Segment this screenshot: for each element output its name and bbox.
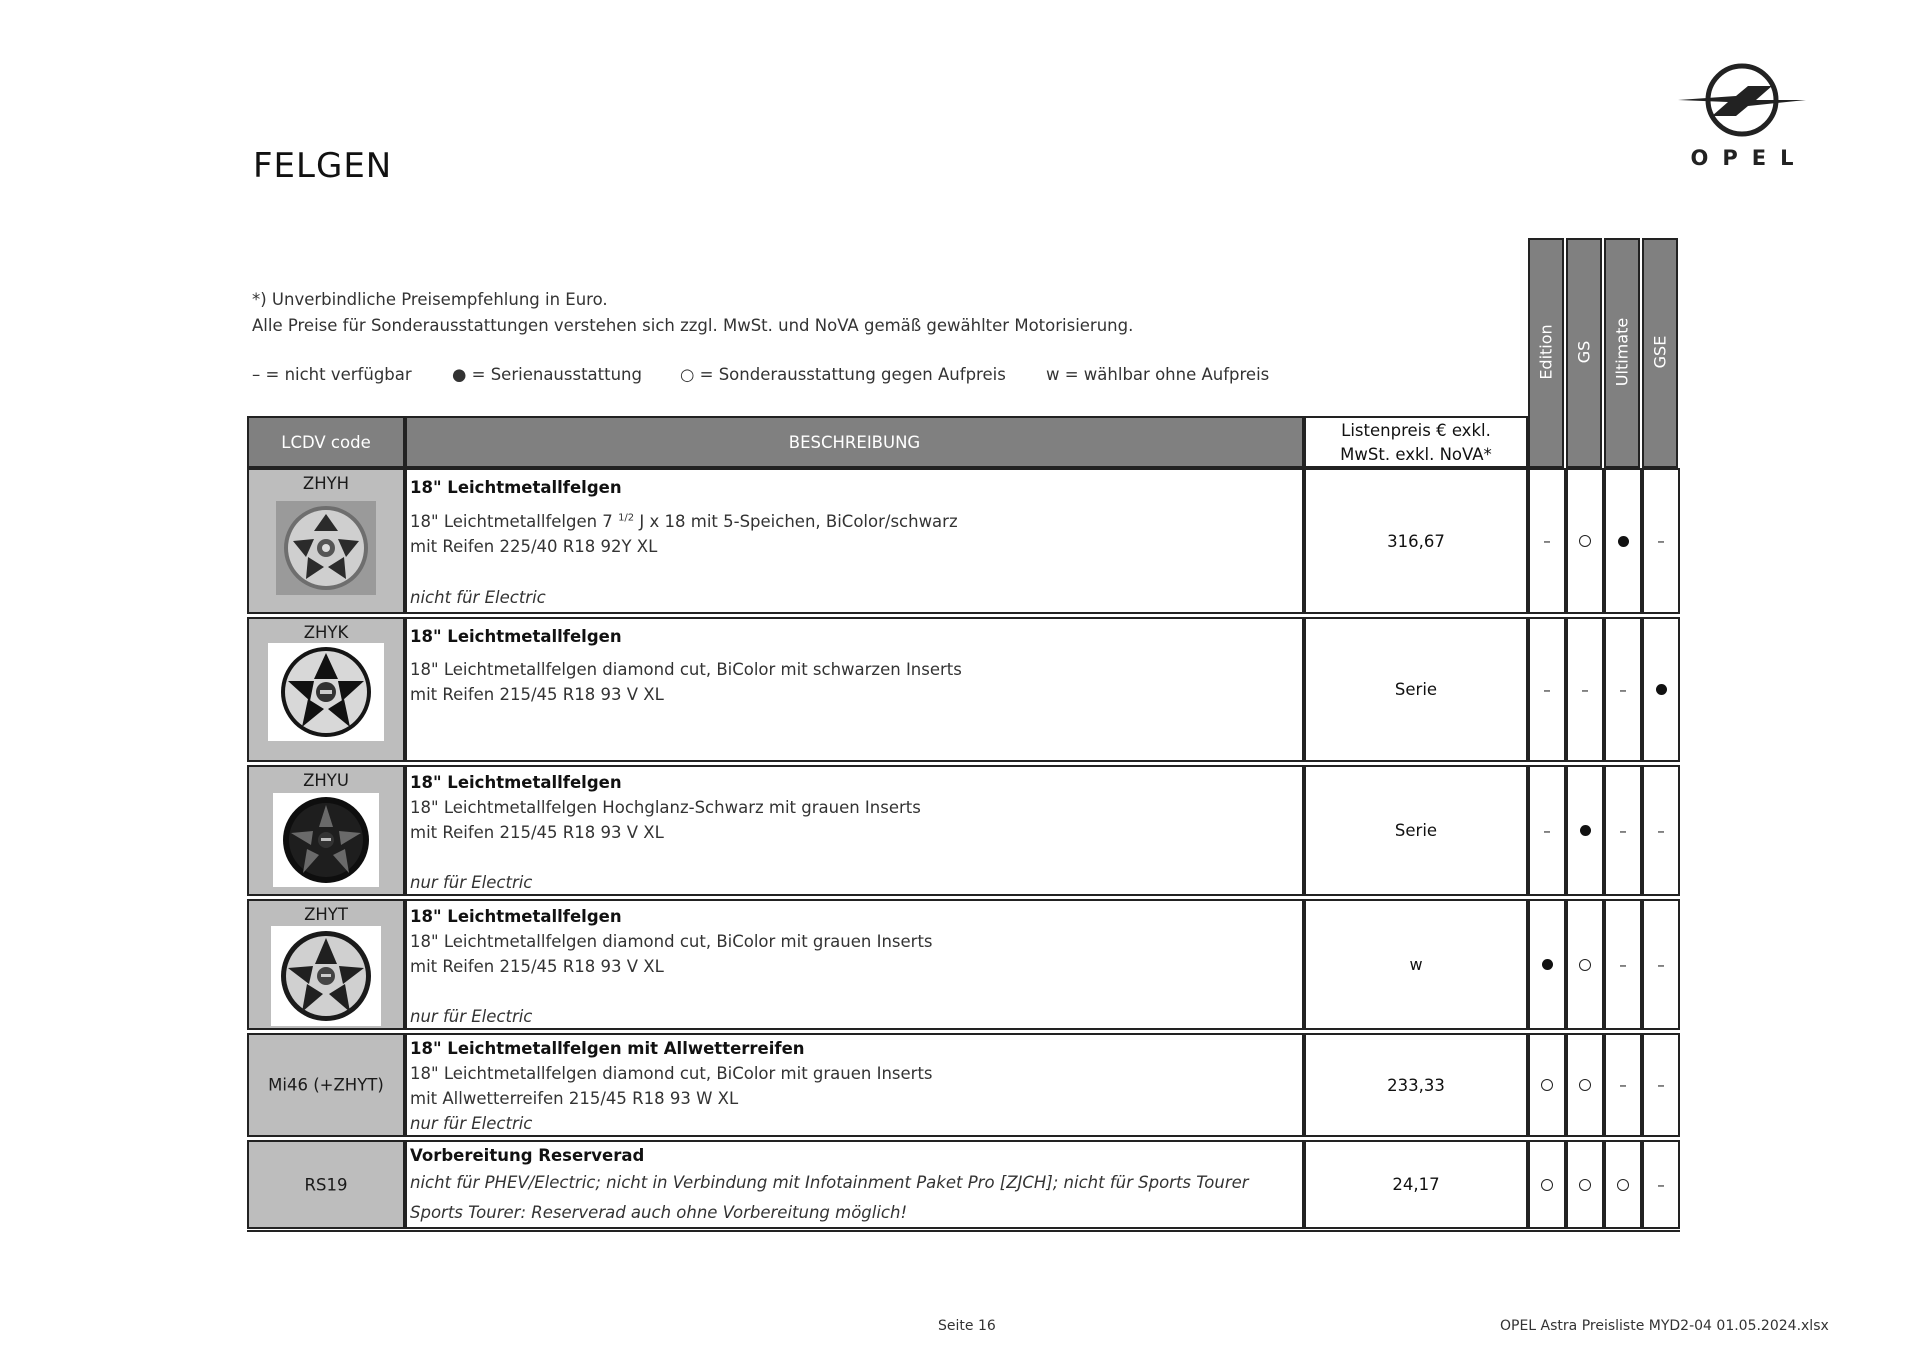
code-cell: Mi46 (+ZHYT) (247, 1033, 405, 1137)
price-cell: w (1304, 899, 1528, 1030)
opel-logo (1676, 62, 1808, 172)
code-cell: ZHYH (247, 468, 405, 614)
availability-gs (1566, 468, 1604, 614)
bicolor-grey-insert-wheel-icon (271, 926, 381, 1026)
page-title: FELGEN (253, 146, 393, 186)
brand-wordmark: OPEL (1690, 146, 1808, 170)
availability-gse (1642, 617, 1680, 762)
code-cell: RS19 (247, 1140, 405, 1229)
description-cell: 18" Leichtmetallfelgen mit Allwetterreifen 18" Leichtmetallfelgen diamond cut, BiColor mit grauen Inserts mit Allwetterreifen 215/45 R18 93 W XL nur für Electric (405, 1033, 1304, 1137)
description-cell: 18" Leichtmetallfelgen 18" Leichtmetallfelgen 7 $^{1/2}$ J x 18 mit 5-Speichen, BiColor/schwarz mit Reifen 225/40 R18 92Y XL nicht für Electric (405, 468, 1304, 614)
optional-symbol (1579, 535, 1591, 547)
column-header-description: BESCHREIBUNG (405, 416, 1304, 468)
vat-note: Alle Preise für Sonderausstattungen verstehen sich zzgl. MwSt. und NoVA gemäß gewählter Motorisierung. (252, 316, 1134, 335)
price-cell: Serie (1304, 765, 1528, 896)
table-row (0, 899, 1920, 1030)
gloss-black-wheel-icon (273, 793, 379, 887)
optional-symbol (1579, 1079, 1591, 1091)
availability-edition (1528, 1140, 1566, 1229)
description-cell: 18" Leichtmetallfelgen 18" Leichtmetallfelgen diamond cut, BiColor mit grauen Inserts mit Reifen 215/45 R18 93 V XL nur für Electric (405, 899, 1304, 1030)
variant-header-edition: Edition (1528, 238, 1564, 468)
diamond-cut-wheel-icon (268, 643, 384, 741)
availability-gse: – (1642, 765, 1680, 896)
standard-symbol (1656, 684, 1667, 695)
availability-gs (1566, 1140, 1604, 1229)
table-row (0, 765, 1920, 896)
legend-optional: ○ = Sonderausstattung gegen Aufpreis (680, 365, 1006, 384)
price-cell: 316,67 (1304, 468, 1528, 614)
availability-gse: – (1642, 1033, 1680, 1137)
availability-ultimate (1604, 468, 1642, 614)
availability-edition (1528, 899, 1566, 1030)
legend-standard: ● = Serienausstattung (452, 365, 642, 384)
price-cell: 233,33 (1304, 1033, 1528, 1137)
optional-symbol (1541, 1179, 1553, 1191)
variant-header-ultimate: Ultimate (1604, 238, 1640, 468)
availability-ultimate (1604, 1140, 1642, 1229)
availability-gs: – (1566, 617, 1604, 762)
code-cell: ZHYK (247, 617, 405, 762)
table-bottom-rule (247, 1230, 1680, 1232)
legend-not-available: – = nicht verfügbar (252, 365, 412, 384)
availability-edition: – (1528, 765, 1566, 896)
price-cell: Serie (1304, 617, 1528, 762)
availability-ultimate: – (1604, 765, 1642, 896)
legend-selectable: w = wählbar ohne Aufpreis (1046, 365, 1270, 384)
optional-symbol (1617, 1179, 1629, 1191)
availability-gs (1566, 899, 1604, 1030)
optional-symbol (1541, 1079, 1553, 1091)
optional-symbol (1579, 959, 1591, 971)
standard-symbol (1542, 959, 1553, 970)
table-row (0, 468, 1920, 614)
availability-ultimate: – (1604, 617, 1642, 762)
column-header-price: Listenpreis € exkl. MwSt. exkl. NoVA* (1304, 416, 1528, 468)
column-header-code: LCDV code (247, 416, 405, 468)
availability-gs (1566, 765, 1604, 896)
description-cell: 18" Leichtmetallfelgen 18" Leichtmetallfelgen diamond cut, BiColor mit schwarzen Inserts mit Reifen 215/45 R18 93 V XL (405, 617, 1304, 762)
description-cell: Vorbereitung Reserverad nicht für PHEV/Electric; nicht in Verbindung mit Infotainment Paket Pro [ZJCH]; nicht für Sports Tourer Sports Tourer: Reserverad auch ohne Vorbereitung möglich! (405, 1140, 1304, 1229)
price-note: *) Unverbindliche Preisempfehlung in Euro. (252, 290, 608, 309)
five-spoke-bicolor-wheel-icon (276, 501, 376, 595)
availability-edition: – (1528, 468, 1566, 614)
price-cell: 24,17 (1304, 1140, 1528, 1229)
availability-gse: – (1642, 468, 1680, 614)
standard-symbol (1618, 536, 1629, 547)
standard-symbol (1580, 825, 1591, 836)
availability-gse: – (1642, 1140, 1680, 1229)
availability-gs (1566, 1033, 1604, 1137)
description-cell: 18" Leichtmetallfelgen 18" Leichtmetallfelgen Hochglanz-Schwarz mit grauen Inserts mit Reifen 215/45 R18 93 V XL nur für Electric (405, 765, 1304, 896)
table-row (0, 1140, 1920, 1229)
variant-header-gs: GS (1566, 238, 1602, 468)
opel-blitz-icon (1676, 62, 1808, 142)
availability-edition: – (1528, 617, 1566, 762)
table-row (0, 617, 1920, 762)
page-number: Seite 16 (938, 1318, 996, 1334)
optional-symbol (1579, 1179, 1591, 1191)
code-cell: ZHYU (247, 765, 405, 896)
availability-ultimate: – (1604, 899, 1642, 1030)
table-row (0, 1033, 1920, 1137)
availability-ultimate: – (1604, 1033, 1642, 1137)
source-file: OPEL Astra Preisliste MYD2-04 01.05.2024.xlsx (1500, 1318, 1829, 1334)
availability-edition (1528, 1033, 1566, 1137)
availability-gse: – (1642, 899, 1680, 1030)
code-cell: ZHYT (247, 899, 405, 1030)
variant-header-gse: GSE (1642, 238, 1678, 468)
